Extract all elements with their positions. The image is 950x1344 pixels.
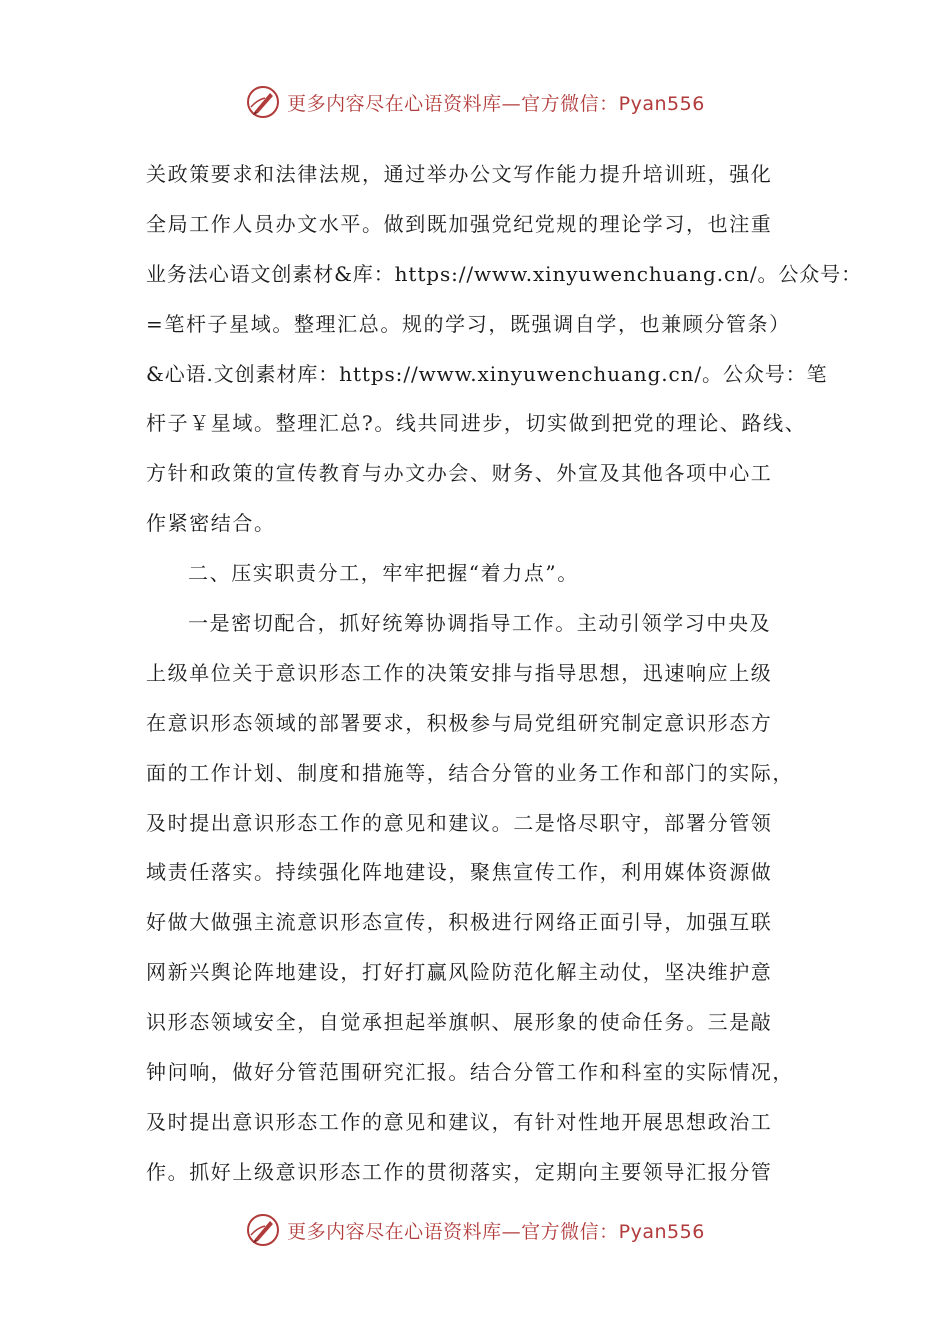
header-wechat-id: Pyan556 [618,92,705,115]
body-line: 业务法心语文创素材&库：https://www.xinyuwenchuang.cn/。公众号： [146,261,863,286]
body-line: 钟问响，做好分管范围研究汇报。结合分管工作和科室的实际情况， [146,1060,794,1085]
body-line: 方针和政策的宣传教育与办文办会、财务、外宣及其他各项中心工 [146,461,773,486]
footer-wechat-id: Pyan556 [618,1220,705,1243]
body-line: 在意识形态领域的部署要求，积极参与局党组研究制定意识形态方 [146,710,773,735]
body-line: 域责任落实。持续强化阵地建设，聚焦宣传工作，利用媒体资源做 [146,860,773,885]
header-banner [0,82,950,122]
body-line: 好做大做强主流意识形态宣传，积极进行网络正面引导，加强互联 [146,910,773,935]
body-line: =笔杆子星域。整理汇总。规的学习，既强调自学，也兼顾分管条） [146,311,791,336]
body-line: &心语.文创素材库：https://www.xinyuwenchuang.cn/。公众号：笔 [146,361,828,386]
document-body [146,150,863,1198]
body-line: 关政策要求和法律法规，通过举办公文写作能力提升培训班，强化 [146,162,773,186]
body-line: 及时提出意识形态工作的意见和建议，有针对性地开展思想政治工 [146,1109,773,1134]
section-heading: 二、压实职责分工，牢牢把握“着力点”。 [188,561,579,586]
body-line: 及时提出意识形态工作的意见和建议。二是恪尽职守，部署分管领 [146,810,773,835]
body-line: 识形态领域安全，自觉承担起举旗帜、展形象的使命任务。三是敲 [146,1010,773,1035]
quill-pen-logo-icon [245,84,281,120]
footer-banner-text: 更多内容尽在心语资料库—官方微信：Pyan556 [287,1220,705,1243]
body-line: 上级单位关于意识形态工作的决策安排与指导思想，迅速响应上级 [146,660,773,685]
body-line: 面的工作计划、制度和措施等，结合分管的业务工作和部门的实际， [146,760,794,785]
body-line: 一是密切配合，抓好统筹协调指导工作。主动引领学习中央及 [188,611,772,636]
body-line: 网新兴舆论阵地建设，打好打赢风险防范化解主动仗，坚决维护意 [146,960,773,985]
header-banner-text: 更多内容尽在心语资料库—官方微信：Pyan556 [287,92,705,115]
quill-pen-logo-icon [245,1212,281,1248]
footer-banner [0,1210,950,1250]
body-line: 作紧密结合。 [146,511,276,536]
body-line: 全局工作人员办文水平。做到既加强党纪党规的理论学习，也注重 [146,211,773,236]
body-line: 杆子￥星域。整理汇总?。线共同进步，切实做到把党的理论、路线、 [146,411,807,436]
body-line: 作。抓好上级意识形态工作的贯彻落实，定期向主要领导汇报分管 [146,1159,773,1184]
